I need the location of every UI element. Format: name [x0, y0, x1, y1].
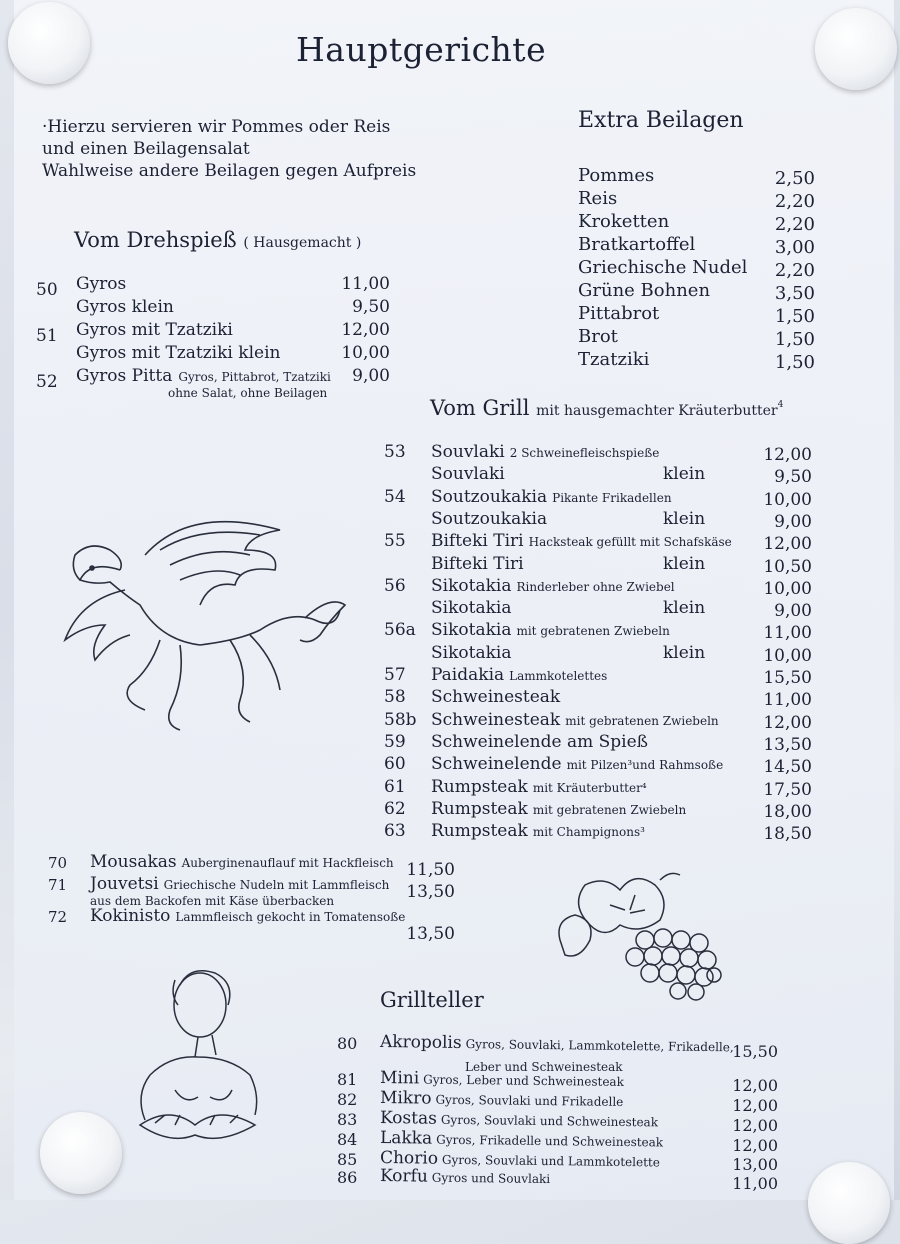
item-size-label: klein	[663, 598, 706, 619]
item-number: 61	[384, 776, 406, 797]
section-subtitle: mit hausgemachter Kräuterbutter	[536, 403, 778, 419]
item-name	[431, 821, 645, 841]
item-size-label: klein	[663, 553, 706, 574]
item-price: 11,50	[406, 860, 455, 880]
item-title: Gyros Pitta	[76, 366, 173, 386]
item-price: 14,50	[763, 757, 812, 778]
item-price: 10,00	[763, 489, 812, 510]
item-name	[431, 576, 675, 596]
item-title: Gyros mit Tzatziki klein	[76, 343, 281, 363]
item-price: 11,00	[341, 274, 390, 294]
item-title: Schweinesteak	[431, 687, 561, 708]
item-price: 12,00	[763, 445, 812, 465]
item-title: Mikro	[379, 1088, 432, 1109]
item-title: Sikotakia	[431, 598, 512, 619]
item-title: Gyros klein	[76, 297, 174, 317]
section-grill-heading	[430, 396, 783, 420]
item-name	[76, 343, 280, 363]
item-title: Kostas	[379, 1108, 438, 1129]
item-price: 18,50	[763, 824, 812, 845]
side-price: 2,20	[774, 260, 815, 281]
item-description: Griechische Nudeln mit Lammfleisch	[163, 878, 390, 892]
item-title: Soutzoukakia	[431, 486, 548, 507]
item-description: mit gebratenen Zwiebeln	[565, 713, 719, 728]
item-number: 84	[337, 1130, 358, 1149]
item-price: 12,00	[763, 534, 812, 555]
item-title: Schweinelende	[431, 754, 562, 775]
item-title: Gyros	[76, 274, 127, 294]
item-description: mit Kräuterbutter⁴	[532, 780, 647, 795]
section-grillteller-heading: Grillteller	[380, 988, 484, 1012]
item-size-label: klein	[663, 464, 706, 485]
item-price: 17,50	[763, 779, 812, 800]
item-description: mit gebratenen Zwiebeln	[532, 802, 687, 817]
pin-top-left	[8, 2, 90, 84]
pegasus-illustration	[50, 510, 350, 750]
item-number: 82	[337, 1090, 358, 1109]
item-title: Sikotakia	[431, 642, 512, 663]
item-title: Bifteki Tiri	[431, 553, 524, 574]
side-price: 1,50	[774, 329, 815, 350]
item-title: Lakka	[379, 1128, 433, 1149]
side-price: 2,20	[774, 214, 815, 235]
item-title: Bifteki Tiri	[431, 531, 524, 552]
item-description: Gyros, Pittabrot, Tzatziki	[178, 370, 331, 384]
item-number: 58b	[384, 709, 417, 730]
item-description: Gyros und Souvlaki	[431, 1170, 551, 1187]
item-price: 18,00	[763, 801, 812, 822]
item-title: Gyros mit Tzatziki	[76, 320, 233, 340]
item-title: Souvlaki	[431, 442, 505, 462]
item-title: Schweinesteak	[431, 709, 561, 730]
section-subtitle: ( Hausgemacht )	[243, 235, 362, 251]
item-description: Gyros, Souvlaki und Lammkotelette	[441, 1152, 660, 1170]
item-title: Korfu	[379, 1166, 428, 1187]
grapes-illustration	[550, 865, 740, 1005]
item-name	[431, 732, 648, 752]
section-title: Vom Drehspieß	[74, 228, 237, 252]
item-price: 13,00	[732, 1155, 778, 1174]
side-price: 2,50	[774, 168, 815, 189]
item-title: Souvlaki	[431, 464, 505, 485]
item-title: Mousakas	[90, 852, 177, 872]
intro-line: und einen Beilagensalat	[42, 139, 250, 159]
bust-illustration	[120, 965, 270, 1145]
side-name: Kroketten	[578, 211, 670, 232]
item-name	[431, 799, 686, 819]
item-name	[431, 531, 732, 551]
item-title: Mini	[379, 1068, 420, 1089]
item-number: 72	[48, 908, 68, 926]
side-price: 3,50	[774, 283, 815, 304]
item-name	[431, 442, 659, 462]
item-name	[431, 710, 719, 730]
item-title: Schweinelende am Spieß	[431, 731, 649, 752]
item-description: Gyros, Souvlaki, Lammkotelette, Frikadelle,	[465, 1037, 734, 1055]
item-name	[76, 297, 174, 317]
item-price: 9,00	[352, 366, 390, 386]
item-price: 12,00	[732, 1136, 778, 1155]
side-name: Griechische Nudel	[578, 257, 748, 278]
item-number: 52	[36, 372, 58, 392]
item-number: 60	[384, 754, 406, 775]
item-price: 10,50	[763, 556, 812, 577]
item-name	[431, 620, 670, 640]
item-description: Leber und Schweinesteak	[465, 1060, 623, 1074]
item-number: 63	[384, 821, 406, 842]
item-name	[380, 1166, 550, 1188]
item-price: 9,00	[774, 601, 812, 622]
item-description: Gyros, Souvlaki und Frikadelle	[435, 1092, 624, 1109]
pin-top-right	[815, 8, 897, 90]
item-name	[431, 687, 560, 707]
item-price: 13,50	[406, 924, 455, 944]
item-number: 56	[384, 575, 406, 596]
side-name: Bratkartoffel	[578, 234, 696, 255]
item-price: 9,50	[352, 297, 390, 317]
item-number: 85	[337, 1150, 358, 1169]
item-price: 10,00	[341, 343, 390, 363]
item-title: Sikotakia	[431, 620, 512, 641]
page-title: Hauptgerichte	[296, 30, 547, 69]
item-description: mit gebratenen Zwiebeln	[516, 624, 670, 639]
item-name	[90, 874, 389, 894]
footnote-mark: 4	[777, 400, 784, 410]
item-name	[76, 366, 331, 386]
item-price: 10,00	[763, 578, 812, 599]
grape-cluster	[626, 929, 721, 1000]
item-number: 55	[384, 531, 406, 552]
intro-text	[42, 116, 416, 182]
section-title: Vom Grill	[430, 396, 530, 420]
item-price: 12,00	[732, 1116, 778, 1135]
item-name	[431, 509, 547, 529]
item-size-label: klein	[663, 642, 706, 663]
item-name	[431, 554, 524, 574]
item-name	[431, 464, 505, 484]
item-title: Paidakia	[431, 665, 505, 685]
side-price: 1,50	[774, 352, 815, 373]
item-number: 70	[48, 854, 68, 872]
pin-bottom-left	[40, 1112, 122, 1194]
item-description: Pikante Frikadellen	[552, 490, 672, 505]
item-description: Rinderleber ohne Zwiebel	[516, 579, 675, 594]
intro-line: Wahlweise andere Beilagen gegen Aufpreis	[42, 161, 417, 181]
item-number: 80	[337, 1034, 358, 1053]
item-price: 12,00	[732, 1096, 778, 1115]
item-name	[431, 777, 647, 797]
side-name: Pommes	[578, 165, 655, 186]
item-title: Rumpsteak	[431, 776, 528, 797]
item-price: 11,00	[763, 623, 812, 644]
side-name: Brot	[578, 326, 618, 347]
item-description: mit Champignons³	[532, 825, 645, 840]
item-description: Auberginenauflauf mit Hackfleisch	[181, 856, 394, 870]
side-name: Pittabrot	[578, 303, 660, 324]
item-description: Gyros, Leber und Schweinesteak	[423, 1072, 624, 1089]
pin-bottom-right	[808, 1162, 890, 1244]
item-price: 9,50	[774, 467, 812, 488]
item-number: 86	[337, 1168, 358, 1187]
item-name	[431, 643, 511, 663]
item-price: 11,00	[732, 1174, 778, 1193]
item-number: 83	[337, 1110, 358, 1129]
side-name: Tzatziki	[578, 349, 650, 370]
item-description: aus dem Backofen mit Käse überbacken	[90, 894, 335, 908]
item-description: Gyros, Frikadelle und Schweinesteak	[436, 1132, 664, 1150]
item-size-label: klein	[663, 508, 706, 529]
item-name	[90, 906, 405, 926]
item-number: 51	[36, 326, 58, 346]
side-price: 2,20	[774, 191, 815, 212]
item-description: ohne Salat, ohne Beilagen	[168, 386, 328, 400]
section-drehspiess-heading	[74, 228, 361, 252]
item-price: 12,00	[341, 320, 390, 340]
item-number: 58	[384, 687, 406, 708]
item-name	[431, 754, 723, 774]
item-name	[90, 852, 394, 872]
item-description: Lammfleisch gekocht in Tomatensoße	[175, 910, 406, 924]
item-price: 15,50	[763, 668, 812, 688]
side-price: 3,00	[774, 237, 815, 258]
item-title: Chorio	[379, 1148, 439, 1169]
item-title: Akropolis	[379, 1032, 462, 1053]
item-title: Rumpsteak	[431, 821, 528, 842]
item-number: 56a	[384, 620, 416, 641]
item-name	[431, 487, 672, 507]
item-title: Kokinisto	[90, 906, 171, 926]
item-price: 11,00	[763, 690, 812, 711]
item-number: 50	[36, 280, 58, 300]
item-number: 54	[384, 486, 406, 507]
item-name	[431, 665, 607, 685]
item-price: 15,50	[732, 1042, 778, 1061]
item-number: 81	[337, 1070, 358, 1089]
item-description: Lammkotelettes	[509, 669, 608, 683]
item-name	[76, 320, 233, 340]
side-name: Reis	[578, 188, 618, 209]
item-description: Gyros, Souvlaki und Schweinesteak	[440, 1112, 659, 1130]
item-price: 9,00	[774, 511, 812, 532]
item-name	[76, 274, 126, 294]
item-description: mit Pilzen³und Rahmsoße	[566, 758, 724, 773]
side-price: 1,50	[774, 306, 815, 327]
item-number: 62	[384, 798, 406, 819]
side-name: Grüne Bohnen	[578, 280, 711, 301]
intro-line: ·Hierzu servieren wir Pommes oder Reis	[42, 117, 391, 137]
item-price: 12,00	[763, 712, 812, 733]
item-title: Rumpsteak	[431, 798, 528, 819]
item-title: Jouvetsi	[90, 874, 159, 894]
item-description: 2 Schweinefleischspieße	[509, 446, 660, 460]
item-price: 10,00	[763, 645, 812, 666]
item-price: 13,50	[406, 882, 455, 902]
item-title: Soutzoukakia	[431, 508, 548, 529]
item-price: 13,50	[763, 734, 812, 755]
item-name	[431, 598, 511, 618]
item-title: Sikotakia	[431, 575, 512, 596]
item-price: 12,00	[732, 1076, 778, 1095]
item-number: 57	[384, 665, 406, 685]
item-number: 59	[384, 731, 406, 752]
item-number: 53	[384, 442, 406, 462]
item-description: Hacksteak gefüllt mit Schafskäse	[528, 535, 732, 550]
item-number: 71	[48, 876, 68, 894]
section-extra-heading: Extra Beilagen	[578, 108, 744, 133]
